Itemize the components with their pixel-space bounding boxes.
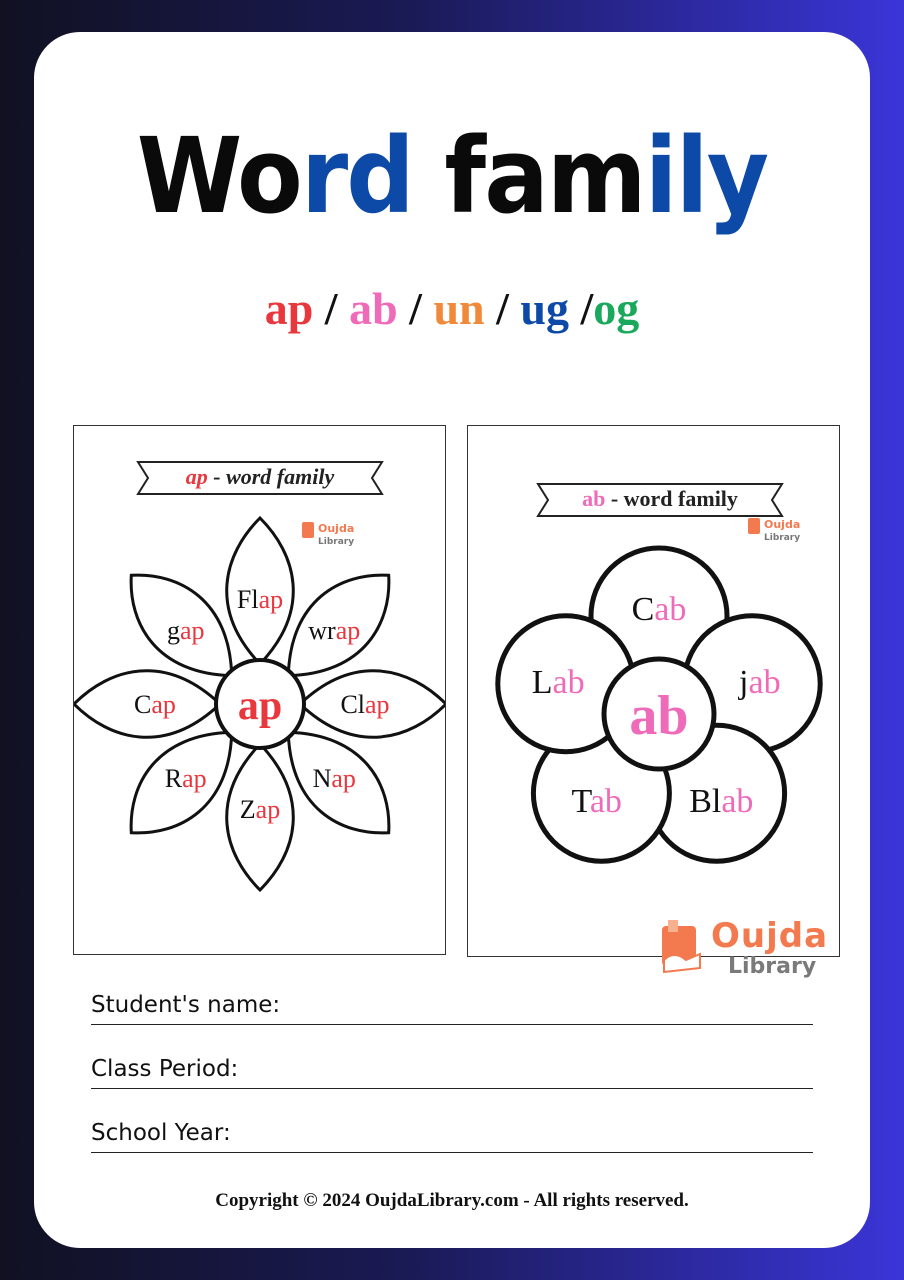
separator: / [580, 283, 594, 334]
ab-small-logo [748, 518, 800, 543]
svg-text:Oujda: Oujda [318, 522, 355, 535]
separator: / [496, 283, 509, 334]
ap-banner-suffix: ap [185, 464, 208, 489]
svg-text:Library: Library [764, 533, 801, 543]
family-un: un [433, 283, 485, 334]
ab-petal-word: Lab [531, 664, 585, 702]
separator: / [409, 283, 422, 334]
family-og: og [593, 283, 640, 334]
ap-small-logo [302, 522, 354, 547]
svg-text:Library: Library [318, 537, 355, 547]
ab-center-label: ab [629, 685, 689, 747]
ap-petal-word: Zap [239, 795, 281, 824]
ab-petal-word: Cab [631, 591, 687, 628]
class-period-field[interactable] [91, 1048, 813, 1089]
ap-petal-word: Flap [236, 585, 284, 614]
ap-petal-word: gap [166, 615, 205, 645]
family-ug: ug [520, 283, 569, 334]
ab-petal-word: Blab [689, 782, 754, 820]
book-hands-icon [660, 920, 704, 976]
logo-text-library: Library [728, 954, 817, 979]
ap-worksheet-thumbnail [73, 425, 446, 955]
ap-flower-diagram [74, 426, 445, 954]
ab-flower-diagram [468, 426, 839, 956]
ab-banner-suffix: ab [582, 486, 606, 511]
separator: / [324, 283, 338, 334]
ap-petal-word: wrap [308, 615, 361, 645]
svg-text:Oujda: Oujda [764, 518, 801, 531]
school-year-label: School Year: [91, 1120, 231, 1146]
ab-petal-word: jab [739, 664, 781, 702]
copyright-notice: Copyright © 2024 OujdaLibrary.com - All rights reserved. [215, 1190, 689, 1211]
school-year-field[interactable] [91, 1112, 813, 1153]
student-name-field[interactable] [91, 984, 813, 1025]
ab-banner [538, 484, 782, 516]
ab-petal-word: Tab [571, 782, 622, 820]
ap-petal-word: Clap [340, 690, 390, 719]
ap-banner-label: - word family [207, 464, 335, 489]
oujda-library-logo [656, 912, 846, 982]
ap-banner [138, 462, 382, 494]
svg-text:ab - word family [582, 486, 738, 511]
worksheet-card [34, 32, 870, 1248]
student-name-label: Student's name: [91, 992, 281, 1018]
word-family-list [34, 283, 870, 334]
family-ab: ab [349, 283, 398, 334]
ap-petal-word: Cap [134, 690, 176, 719]
family-ap: ap [264, 283, 314, 334]
ap-petal-word: Rap [164, 764, 207, 794]
svg-text:ap - word family [186, 464, 335, 489]
ab-banner-label: - word family [605, 486, 738, 511]
page-title: Word family [136, 115, 768, 237]
logo-text-oujda: Oujda [711, 916, 829, 956]
ab-worksheet-thumbnail [467, 425, 840, 957]
ap-petal-word: Nap [312, 764, 356, 794]
class-period-label: Class Period: [91, 1056, 239, 1082]
ap-center-label: ap [237, 683, 283, 729]
